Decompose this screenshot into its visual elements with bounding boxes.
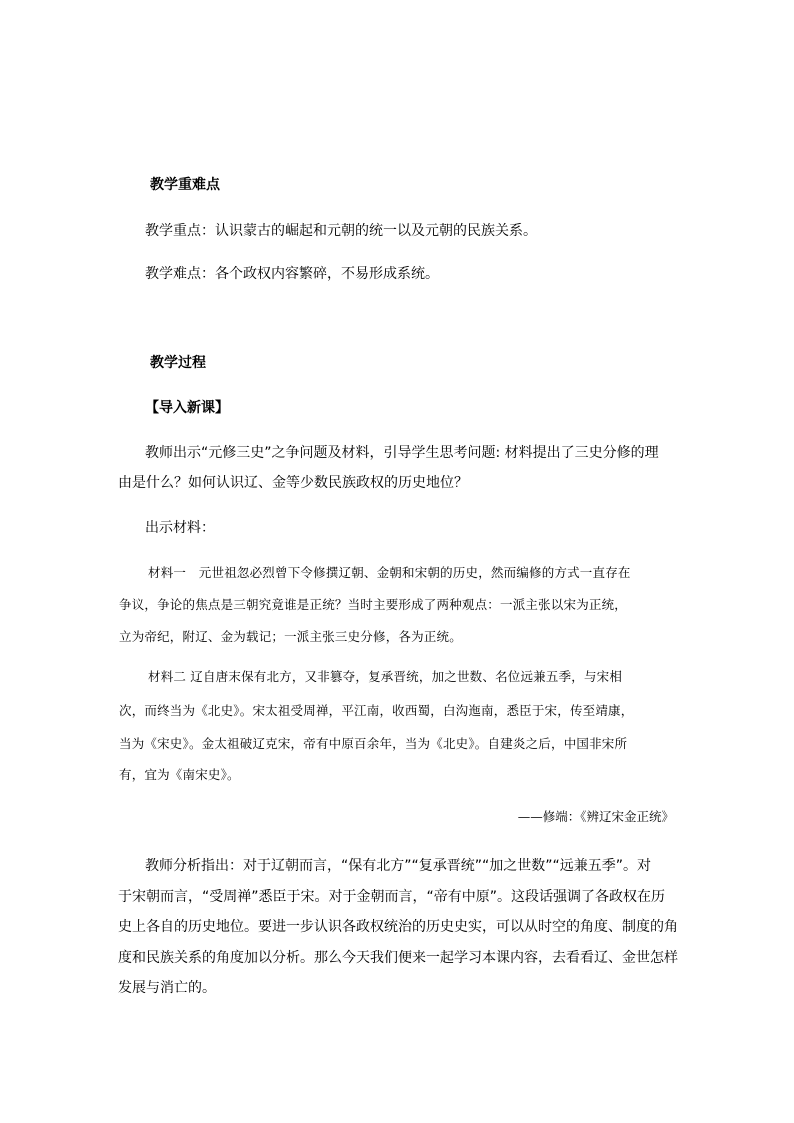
sub-heading-new-lesson: 【导入新课】 <box>145 400 229 416</box>
material1-line-3: 立为帝纪，附辽、金为载记；一派主张三史分修，各为正统。 <box>119 629 462 644</box>
intro-line-2: 由是什么？如何认识辽、金等少数民族政权的历史地位？ <box>118 475 468 491</box>
material2-line-3: 当为《宋史》。金太祖破辽克宋，帝有中原百余年，当为《北史》。自建炎之后，中国非宋所 <box>119 736 628 751</box>
material2-source: ——修端：《辨辽宋金正统》 <box>517 809 674 824</box>
material1-line-1: 材料一 元世祖忽必烈曾下令修撰辽朝、金朝和宋朝的历史，然而编修的方式一直存在 <box>148 565 631 580</box>
analysis-line-4: 度和民族关系的角度加以分析。那么今天我们便来一起学习本课内容，去看看辽、金世怎样 <box>118 950 678 966</box>
teaching-key-point: 教学重点：认识蒙古的崛起和元朝的统一以及元朝的民族关系。 <box>145 223 537 239</box>
teaching-difficulty: 教学难点：各个政权内容繁碎，不易形成系统。 <box>145 266 439 282</box>
material2-line-1: 材料二 辽自唐末保有北方，又非篡夺，复承晋统，加之世数、名位远兼五季，与宋相 <box>148 669 623 684</box>
heading-teaching-focus: 教学重难点 <box>150 177 220 193</box>
analysis-line-1: 教师分析指出：对于辽朝而言，“保有北方”“复承晋统”“加之世数”“远兼五季”。对 <box>145 858 652 874</box>
analysis-line-3: 史上各自的历史地位。要进一步认识各政权统治的历史史实，可以从时空的角度、制度的角 <box>118 919 678 935</box>
material2-line-2: 次，而终当为《北史》。宋太祖受周禅，平江南，收西蜀，白沟迤南，悉臣于宋，传至靖康， <box>119 703 634 718</box>
analysis-line-5: 发展与消亡的。 <box>118 980 216 996</box>
material2-line-4: 有，宜为《南宋史》。 <box>119 767 240 782</box>
material1-line-2: 争议，争论的焦点是三朝究竟谁是正统？当时主要形成了两种观点：一派主张以宋为正统， <box>119 597 628 612</box>
show-material-label: 出示材料： <box>145 520 215 536</box>
intro-line-1: 教师出示“元修三史”之争问题及材料，引导学生思考问题: 材料提出了三史分修的理 <box>145 445 659 461</box>
analysis-line-2: 于宋朝而言，“受周禅”悉臣于宋。对于金朝而言，“帝有中原”。这段话强调了各政权在历 <box>118 889 666 905</box>
heading-teaching-process: 教学过程 <box>150 355 206 371</box>
